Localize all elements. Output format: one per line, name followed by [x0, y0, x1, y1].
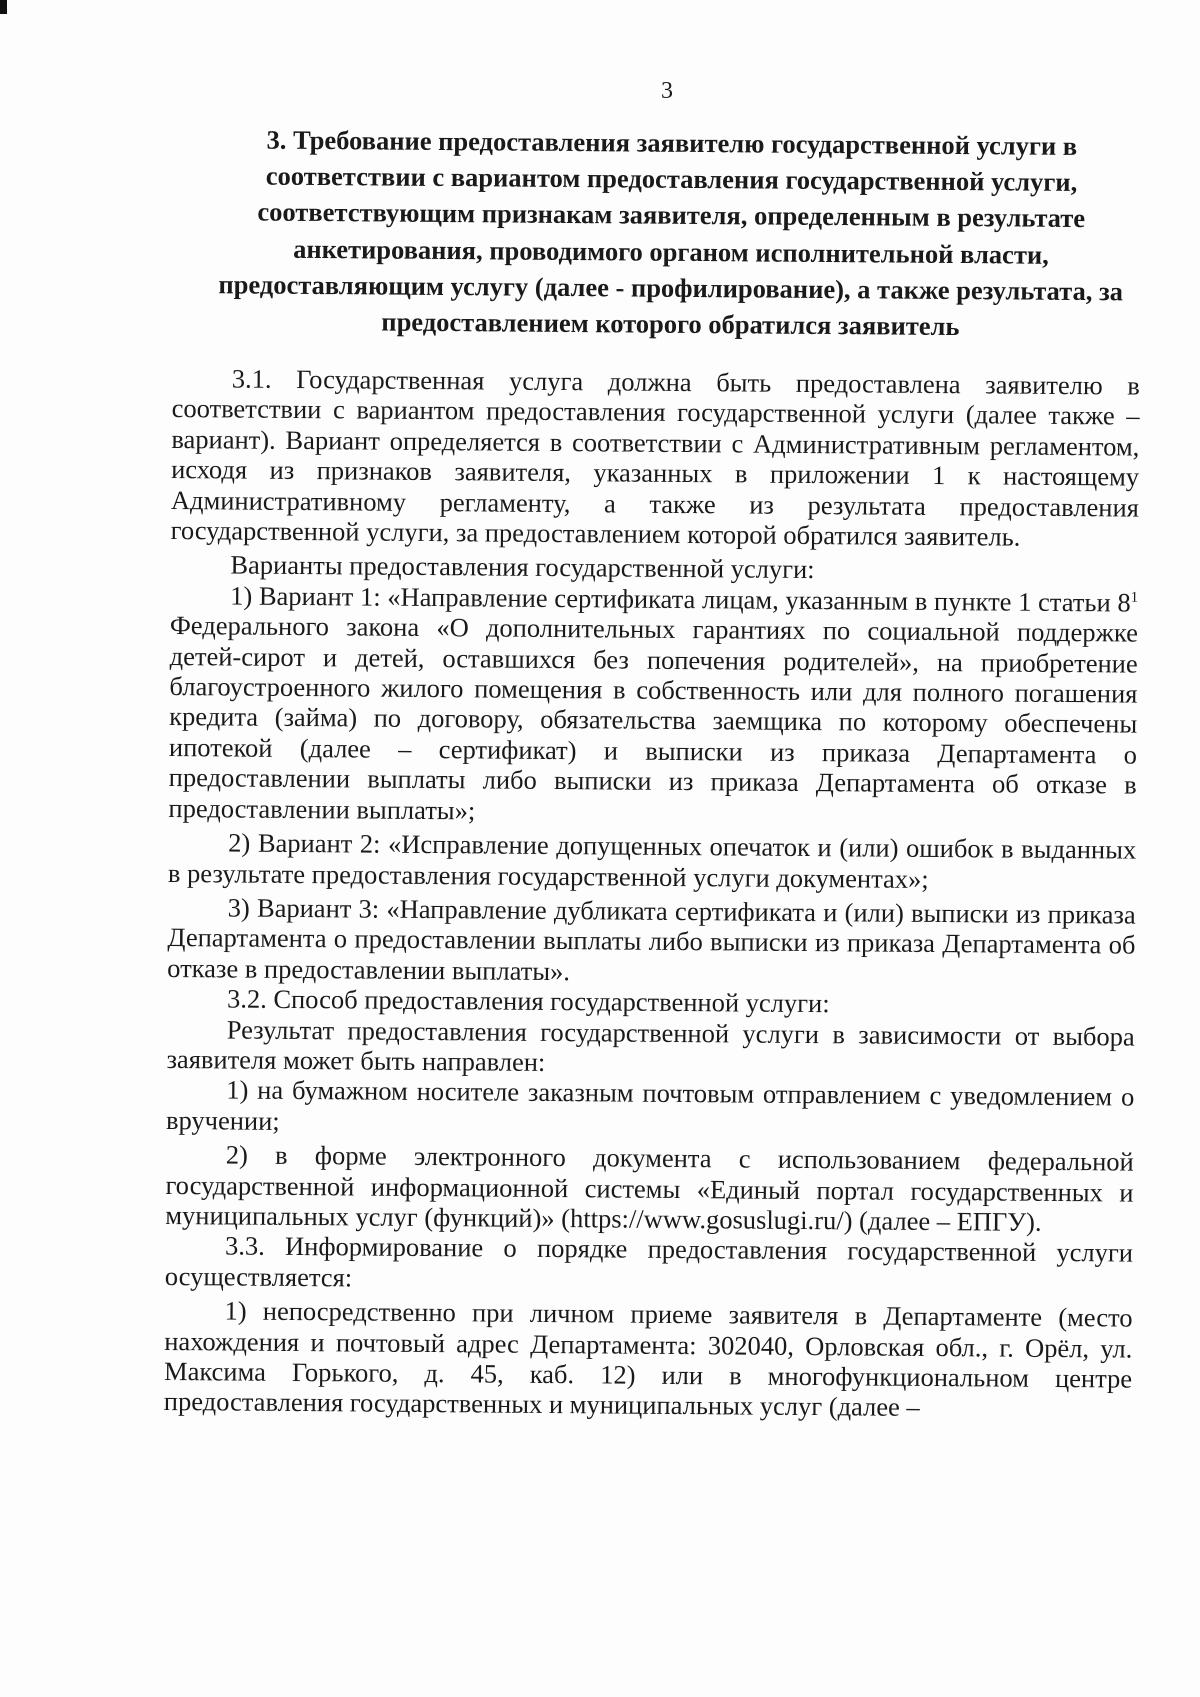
paragraph-paper-delivery: 1) на бумажном носителе заказным почтовым отправлением с уведомлением о вручении; [165, 1074, 1135, 1136]
paragraph-personal-reception: 1) непосредственно при личном приеме заявителя в Департаменте (место нахождения и почтовый адрес Департамента: 302040, Орловская обл., г. Орёл, ул. Максима Горького, д. 45, каб. 12) или в многофункциональном центре предоставления государственных и муниципальных услуг (далее – [163, 1295, 1133, 1423]
section-heading: 3. Требование предоставления заявителю государственной услуги в соответствии с вариантом предоставления государственной услуги, соответствующим признакам заявителя, определенным в результате анкетирования, проводимого органом исполнительной власти, предоставляющим услугу (далее - профилирование), а также результата, за предоставлением которого обратился заявитель [218, 124, 1124, 342]
paragraph-electronic-delivery: 2) в форме электронного документа с использованием федеральной государственной информационной системы «Единый портал государственных и муниципальных услуг (функций)» (https://www.gosuslugi.ru/) (далее – ЕПГУ). [165, 1139, 1134, 1237]
paragraph-variant-3: 3) Вариант 3: «Направление дубликата сертификата и (или) выписки из приказа Департамента о предоставлении выплаты либо выписки из приказа Департамента об отказе в предоставлении выплаты». [167, 892, 1136, 986]
page-number: 3 [661, 78, 673, 104]
document-body [164, 363, 1140, 1424]
paragraph-3-2: 3.2. Способ предоставления государственной услуги: [226, 983, 830, 1019]
paragraph-variant-1 [168, 580, 1138, 831]
paragraph-variants-intro: Варианты предоставления государственной услуги: [230, 549, 815, 585]
article-superscript: 1 [1130, 589, 1139, 606]
paragraph-3-3: 3.3. Информирование о порядке предоставления государственной услуги осуществляется: [164, 1230, 1134, 1293]
variant-1-start: 1) Вариант 1: «Направление сертификата лицам, указанным в пункте 1 статьи 8 [230, 580, 1131, 618]
paragraph-variant-2: 2) Вариант 2: «Исправление допущенных опечаток и (или) ошибок в выданных в результате предоставления государственной услуги документах»; [167, 827, 1137, 894]
variant-1-continuation: Федерального закона «О дополнительных гарантиях по социальной поддержке детей-сирот и детей, оставшихся без попечения родителей», на приобретение благоустроенного жилого помещения в собственность или для полного погашения кредита (займа) по договору, обязательства заемщика по которому обеспечены ипотекой (далее – сертификат) и выписки из приказа Департамента о предоставлении выплаты либо выписки из приказа Департамента об отказе в предоставлении выплаты»; [168, 610, 1139, 826]
paragraph-3-1: 3.1. Государственная услуга должна быть предоставлена заявителю в соответствии с вариантом предоставления государственной услуги (далее также – вариант). Вариант определяется в соответствии с Административным регламентом, исходя из признаков заявителя, указанных в приложении 1 к настоящему Административному регламенту, а также из результата предоставления государственной услуги, за предоставлением которой обратился заявитель. [170, 363, 1140, 552]
paragraph-result-delivery: Результат предоставления государственной услуги в зависимости от выбора заявителя может быть направлен: [166, 1013, 1135, 1077]
scan-edge-mark [0, 0, 7, 14]
